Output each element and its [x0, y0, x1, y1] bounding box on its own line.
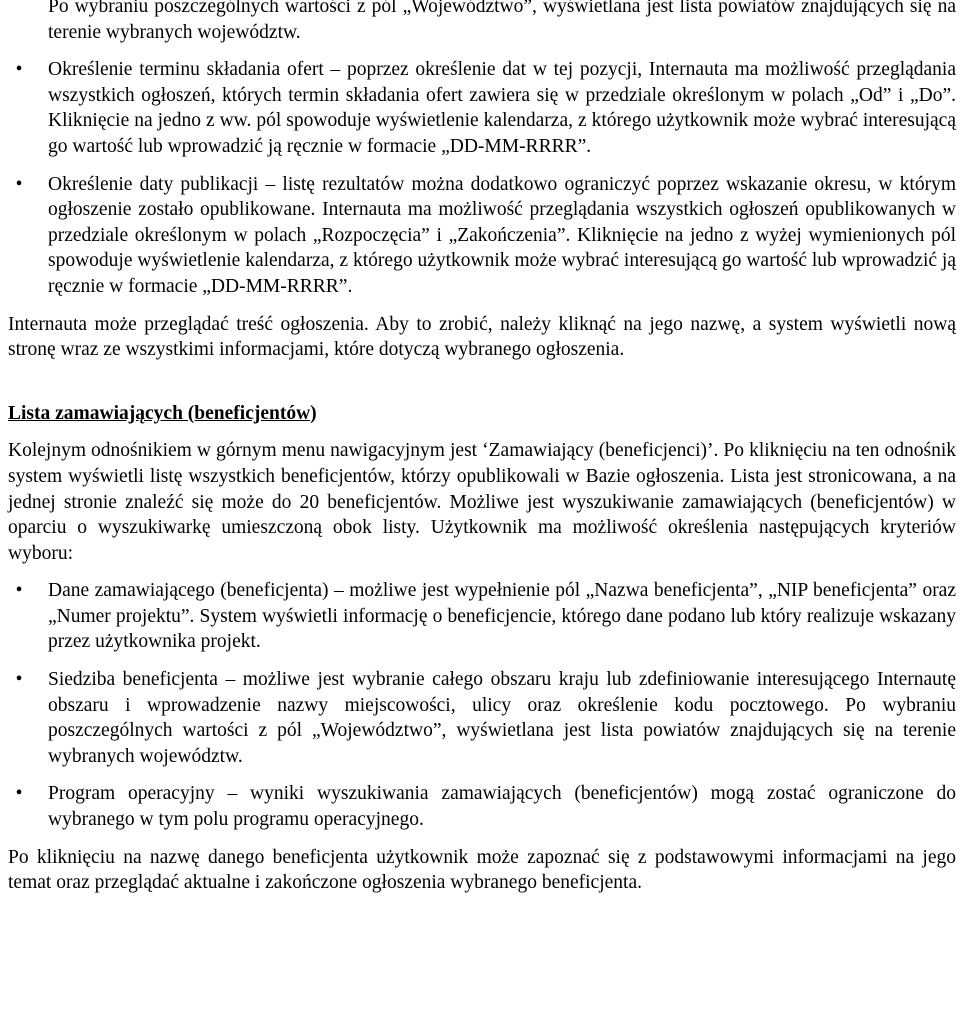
- list-item-data-publikacji: [8, 172, 956, 300]
- closing-paragraph: Po kliknięciu na nazwę danego beneficjenta użytkownik może zapoznać się z podstawowymi informacjami na jego temat oraz przeglądać aktualne i zakończone ogłoszenia wybranego beneficjenta.: [8, 846, 956, 894]
- bullet-icon: •: [15, 173, 23, 195]
- list-item-siedziba: [8, 667, 956, 769]
- list-item-text: Siedziba beneficjenta – możliwe jest wybranie całego obszaru kraju lub zdefiniowanie interesującego Internautę obszaru i wprowadzenie nazwy miejscowości, ulicy oraz określenie kodu pocztowego. Po wybraniu poszczególnych wartości z pól „Województwo”, wyświetlana jest lista powiatów znajdujących się na terenie wybranych województw.: [48, 669, 956, 767]
- list-item-dane-zamawiajacego: [8, 578, 956, 655]
- list-item-program-operacyjny: [8, 781, 956, 832]
- list-item-text: Dane zamawiającego (beneficjenta) – możliwe jest wypełnienie pól „Nazwa beneficjenta”, „NIP beneficjenta” oraz „Numer projektu”. System wyświetli informację o beneficjencie, którego dane podano lub który realizuje wskazany przez użytkownika projekt.: [48, 580, 956, 653]
- section-heading: Lista zamawiających (beneficjentów): [8, 402, 317, 424]
- bullet-icon: •: [15, 669, 23, 691]
- list-item-text: Określenie terminu składania ofert – poprzez określenie dat w tej pozycji, Internauta ma możliwość przeglądania wszystkich ogłoszeń, których termin składania ofert zawiera się w przedziale określonym w polach „Od” i „Do”. Kliknięcie na jedno z ww. pól spowoduje wyświetlenie kalendarza, z którego użytkownik może wybrać interesującą go wartość lub wprowadzić ją ręcznie w formacie „DD-MM-RRRR”.: [48, 59, 956, 157]
- view-announcement-paragraph: Internauta może przeglądać treść ogłoszenia. Aby to zrobić, należy kliknąć na jego nazwę, a system wyświetli nową stronę wraz ze wszystkimi informacjami, które dotyczą wybranego ogłoszenia.: [8, 313, 956, 361]
- bullet-icon: •: [15, 580, 23, 602]
- list-item-text: Określenie daty publikacji – listę rezultatów można dodatkowo ograniczyć poprzez wskazanie okresu, w którym ogłoszenie zostało opublikowane. Internauta ma możliwość przeglądania wszystkich ogłoszeń opublikowanych w przedziale określonym w polach „Rozpoczęcia” i „Zakończenia”. Kliknięcie na jedno z wyżej wymienionych pól spowoduje wyświetlenie kalendarza, z którego użytkownik może wybrać interesującą go wartość lub wprowadzić ją ręcznie w formacie „DD-MM-RRRR”.: [48, 173, 956, 297]
- bullet-icon: •: [15, 783, 23, 805]
- list-item-termin-ofert: [8, 57, 956, 159]
- list-item-text: Program operacyjny – wyniki wyszukiwania zamawiających (beneficjentów) mogą zostać ograniczone do wybranego w tym polu programu operacyjnego.: [48, 783, 956, 831]
- intro-continuation-paragraph: Po wybraniu poszczególnych wartości z pól „Województwo”, wyświetlana jest lista powiatów znajdujących się na terenie wybranych województw.: [48, 0, 956, 43]
- document-page: [8, 0, 956, 896]
- section-intro-paragraph: Kolejnym odnośnikiem w górnym menu nawigacyjnym jest ‘Zamawiający (beneficjenci)’. Po kliknięciu na ten odnośnik system wyświetli listę wszystkich beneficjentów, którzy opublikowali w Bazie ogłoszenia. Lista jest stronicowana, a na jednej stronie znaleźć się może do 20 beneficjentów. Możliwe jest wyszukiwanie zamawiających (beneficjentów) w oparciu o wyszukiwarkę umieszczoną obok listy. Użytkownik ma możliwość określenia następujących kryteriów wyboru:: [8, 440, 956, 564]
- bullet-icon: •: [15, 59, 23, 81]
